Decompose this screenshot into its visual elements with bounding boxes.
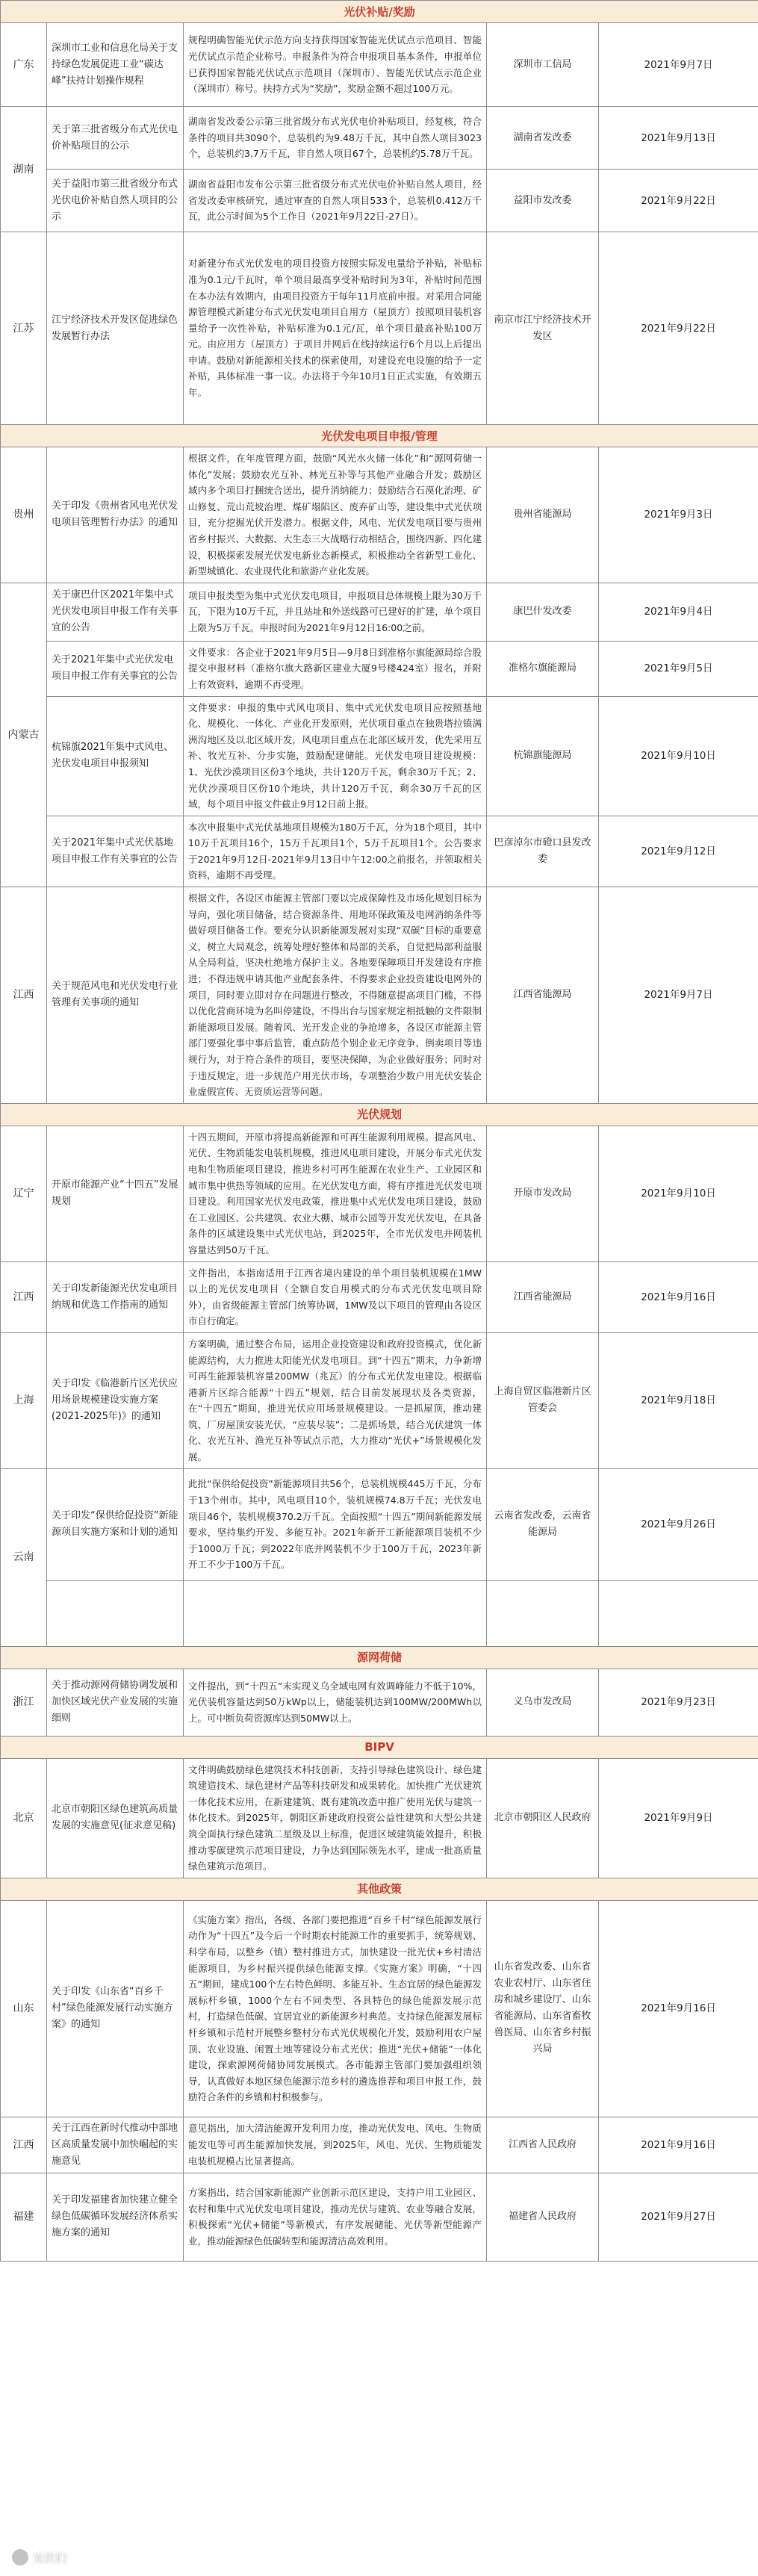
province-cell: 辽宁 <box>1 1126 47 1261</box>
policy-row <box>1 583 758 641</box>
publisher-cell <box>487 1580 599 1646</box>
policy-title-cell: 关于印发《临港新片区光伏应用场景规模建设实施方案(2021-2025年)》的通知 <box>47 1332 184 1468</box>
publisher-cell: 江西省能源局 <box>487 887 599 1104</box>
province-cell: 贵州 <box>1 447 47 583</box>
policy-summary-cell: 本次申报集中式光伏基地项目规模为180万千瓦，分为18个项目，其中10万千瓦项目16个，15万千瓦项目1个，5万千瓦项目1个。公告要求于2021年9月12日-2021年9月13日中午12:00之前报名，并领取相关资料，逾期不再受理。 <box>184 816 487 887</box>
watermark <box>12 2549 66 2566</box>
policy-title-cell: 关于益阳市第三批省级分布式光伏电价补贴自然人项目的公示 <box>47 170 184 232</box>
policy-summary-cell: 文件明确鼓励绿色建筑技术科技创新，支持引导绿色建筑设计、绿色建筑建造技术、绿色建材产品等科技研发和成果转化。加快推广光伏建筑一体化技术应用，在新建建筑、既有建筑改造中推广使用光伏与建筑一体化技术。到2025年，朝阳区新建政府投资公益性建筑和大型公共建筑全面执行绿色建筑二星级及以上标准，促进区域建筑能效提升，积极推动零碳建筑示范项目建设，力争达到国际领先水平，建成一批高质量绿色建筑示范项目。 <box>184 1758 487 1878</box>
section-header <box>1 1646 758 1669</box>
policy-title-cell: 北京市朝阳区绿色建筑高质量发展的实施意见(征求意见稿) <box>47 1758 184 1878</box>
date-cell: 2021年9月12日 <box>599 816 758 887</box>
publisher-cell: 福建省人民政府 <box>487 2173 599 2261</box>
section-header <box>1 1 758 23</box>
policy-summary-cell: 此批“保供给促投资”新能源项目共56个，总装机规模445万千瓦，分布于13个州市。其中，风电项目10个，装机规模74.8万千瓦；光伏发电项目46个，装机规模370.2万千瓦。全面按照“十四五”期间新能源发展要求，坚持集约开发、多能互补。2021年新开工新能源项目装机不少于1000万千瓦；到2022年底并网装机不少于100万千瓦，2023年新开工不少于100万千瓦。 <box>184 1468 487 1580</box>
policy-summary-cell: 文件要求：各企业于2021年9月5日—9月8日到准格尔旗能源局综合股提交申报材料（准格尔旗大路新区建业大厦9号楼424室）报名，并附上有效资料，逾期不再受理。 <box>184 641 487 696</box>
publisher-cell: 湖南省发改委 <box>487 107 599 170</box>
policy-row <box>1 816 758 887</box>
publisher-cell: 江西省能源局 <box>487 1261 599 1332</box>
date-cell: 2021年9月26日 <box>599 1468 758 1580</box>
date-cell: 2021年9月16日 <box>599 2117 758 2173</box>
policy-summary-cell: 《实施方案》指出，各级、各部门要把推进“百乡千村”绿色能源发展行动作为“十四五”及今后一个时期农村能源工作的重要抓手，统筹规划、科学布局，以整乡（镇）整村推进方式，加快建设一批光伏+乡村清洁能源项目，为乡村振兴提供绿色能源支撑。《实施方案》明确，“十四五”期间，建成100个左右特色鲜明、多能互补、生态宜居的绿色能源发展标杆乡镇，1000个左右不同类型、各具特色的绿色能源发展示范村，打造绿色低碳、宜居宜业的新能源乡村典范。支持绿色能源发展标杆乡镇和示范村开展整乡整村分布式光伏规模化开发，鼓励利用农户屋顶、农业设施、闲置土地等建设分布式光伏；推进“光伏+储能”一体化建设，探索源网荷储协同发展模式。各市能源主管部门要加强组织领导，认真做好本地区绿色能源示范乡村的遴选推荐和项目申报工作，鼓励符合条件的乡镇和村积极参与。 <box>184 1900 487 2117</box>
policy-summary-cell <box>184 1580 487 1646</box>
province-cell: 江西 <box>1 887 47 1104</box>
publisher-cell: 益阳市发改委 <box>487 170 599 232</box>
policy-row <box>1 2173 758 2261</box>
date-cell: 2021年9月16日 <box>599 1900 758 2117</box>
policy-row <box>1 1580 758 1646</box>
date-cell: 2021年9月22日 <box>599 232 758 425</box>
policy-title-cell: 关于康巴什区2021年集中式光伏发电项目申报工作有关事宜的公告 <box>47 583 184 641</box>
watermark-logo-icon <box>12 2549 28 2566</box>
policy-summary-cell: 文件指出，本指南适用于江西省境内建设的单个项目装机规模在1MW以上的光伏发电项目（全额自发自用模式的分布式光伏发电项目除外），由省级能源主管部门统筹协调，1MW及以下项目的管理由各设区市自行确定。 <box>184 1261 487 1332</box>
policy-summary-cell: 十四五期间，开原市将提高新能源和可再生能源利用规模。提高风电、光伏、生物质能发电装机规模，推进风电项目建设，开展分布式光伏发电和生物质能项目建设，推进乡村可再生能源在农业生产、工业园区和城市集中供热等领域的应用。在光伏发电方面，将有序推进光伏发电项目建设。利用国家光伏发电政策，推进集中式光伏发电项目建设，鼓励在工业园区、公共建筑、农业大棚、城市公园等开发光伏发电，在具备条件的区域建设集中式光伏电站，到2025年，全市光伏发电并网装机容量达到50万千瓦。 <box>184 1126 487 1261</box>
publisher-cell: 江西省人民政府 <box>487 2117 599 2173</box>
policy-title-cell: 关于2021年集中式光伏基地项目申报工作有关事宜的公告 <box>47 816 184 887</box>
publisher-cell: 康巴什发改委 <box>487 583 599 641</box>
policy-summary-cell: 项目申报类型为集中式光伏发电项目，申报项目总体规模上限为30万千瓦，下限为10万千瓦，并且站址和外送线路可已建好的扩建，单个项目上限为5万千瓦。申报时间为2021年9月12日16:00之前。 <box>184 583 487 641</box>
section-title: 光伏规划 <box>1 1103 758 1126</box>
date-cell: 2021年9月23日 <box>599 1669 758 1736</box>
policy-summary-cell: 文件提出，到“十四五”末实现义乌全域电网有效调峰能力不低于10%，光伏装机容量达到50万kWp以上，储能装机达到100MW/200MWh以上。可中断负荷资源库达到50MW以上。 <box>184 1669 487 1736</box>
policy-title-cell: 江宁经济技术开发区促进绿色发展暂行办法 <box>47 232 184 425</box>
policy-title-cell: 关于江西在新时代推动中部地区高质量发展中加快崛起的实施意见 <box>47 2117 184 2173</box>
section-title: 光伏发电项目申报/管理 <box>1 425 758 447</box>
policy-title-cell: 关于印发《贵州省风电光伏发电项目管理暂行办法》的通知 <box>47 447 184 583</box>
policy-row <box>1 447 758 583</box>
policy-summary-cell: 根据文件，在年度管理方面，鼓励“风光水火储一体化”和“源网荷储一体化”发展；鼓励农光互补、林光互补等与其他产业融合开发；鼓励区域内多个项目打捆统合送出，提升消纳能力；鼓励结合石漠化治理、矿山修复、荒山荒坡治理、煤矿塌陷区、废弃矿山等，建设集中式光伏项目，充分挖掘光伏开发潜力。根据文件，风电、光伏发电项目要与贵州省乡村振兴、大数据、大生态三大战略行动相结合，围绕四新、四化建设，积极探索发展光伏发电新业态新模式，积极推动全省新型工业化、新型城镇化、农业现代化和旅游产业化发展。 <box>184 447 487 583</box>
province-cell: 广东 <box>1 23 47 107</box>
publisher-cell: 义乌市发改局 <box>487 1669 599 1736</box>
section-header <box>1 1878 758 1900</box>
policy-row <box>1 696 758 816</box>
province-cell: 内蒙古 <box>1 583 47 887</box>
province-cell: 山东 <box>1 1900 47 2117</box>
policy-title-cell: 关于印发福建省加快建立健全绿色低碳循环发展经济体系实施方案的通知 <box>47 2173 184 2261</box>
date-cell: 2021年9月5日 <box>599 641 758 696</box>
publisher-cell: 贵州省能源局 <box>487 447 599 583</box>
policy-title-cell: 关于印发“保供给促投资”新能源项目实施方案和计划的通知 <box>47 1468 184 1580</box>
date-cell: 2021年9月4日 <box>599 583 758 641</box>
policy-summary-cell: 湖南省益阳市发布公示第三批省级分布式光伏电价补贴自然人项目，经省发改委审核研究，通过审查的自然人项目533个，总装机0.412万千瓦，此公示时间为5个工作日（2021年9月22日-27日）。 <box>184 170 487 232</box>
section-header <box>1 1736 758 1758</box>
policy-title-cell: 关于印发《山东省“百乡千村”绿色能源发展行动实施方案》的通知 <box>47 1900 184 2117</box>
policy-row <box>1 107 758 170</box>
policy-summary-cell: 意见指出，加大清洁能源开发利用力度，推动光伏发电、风电、生物质能发电等可再生能源加快发展，到2025年，风电、光伏、生物质能发电装机规模占比显著提高。 <box>184 2117 487 2173</box>
province-cell: 上海 <box>1 1332 47 1468</box>
policy-row <box>1 1758 758 1878</box>
policy-summary-cell: 对新建分布式光伏发电的项目投资方按照实际发电量给予补贴，补贴标准为0.1元/千瓦时，单个项目最高享受补贴时间为3年，补贴时间范围在本办法有效期内，由项目投资方于每年11月底前申报。对采用合同能源管理模式新建分布式光伏发电项目自用方（屋顶方）按照项目装机容量给予一次性补贴，补贴标准为0.1元/瓦，单个项目最高补贴100万元。由应用方（屋顶方）于项目并网后在线持续运行6个月以上后提出申请。鼓励对新能源相关技术的探索使用，对建设充电设施的给予一定补贴，具体标准一事一议。办法将于今年10月1日正式实施，有效期五年。 <box>184 232 487 425</box>
publisher-cell: 杭锦旗能源局 <box>487 696 599 816</box>
section-header <box>1 425 758 447</box>
publisher-cell: 山东省发改委、山东省农业农村厅、山东省住房和城乡建设厅、山东省能源局、山东省畜牧兽医局、山东省乡村振兴局 <box>487 1900 599 2117</box>
policy-row <box>1 641 758 696</box>
policy-summary-cell: 方案明确，通过整合布局，运用企业投资建设和政府投资模式，优化新能源结构，大力推进太阳能光伏发电项目。到“十四五”期末，力争新增可再生能源装机容量200MW（兆瓦）的分布式光伏发电建设。根据临港新片区综合能源“十四五”规划，结合目前发展现状及各类资源，在“十四五”期间，推进光伏应用场景规模建设。一是抓屋顶，推动建筑、厂房屋顶安装光伏，“应装尽装”；二是抓场景，结合光伏建筑一体化、农光互补、渔光互补等试点示范，大力推动“光伏+”场景规模化发展。 <box>184 1332 487 1468</box>
province-cell: 湖南 <box>1 107 47 232</box>
policy-title-cell: 杭锦旗2021年集中式风电、光伏发电项目申报须知 <box>47 696 184 816</box>
province-cell: 江苏 <box>1 232 47 425</box>
policy-row <box>1 887 758 1104</box>
date-cell <box>599 1580 758 1646</box>
policy-row <box>1 1468 758 1580</box>
province-cell: 江西 <box>1 1261 47 1332</box>
publisher-cell: 云南省发改委，云南省能源局 <box>487 1468 599 1580</box>
province-cell: 福建 <box>1 2173 47 2261</box>
policy-summary-cell: 根据文件，各设区市能源主管部门要以完成保障性及市场化规划目标为导向，强化项目储备，结合资源条件、用地环保政策及电网消纳条件等做好项目储备工作。要充分认识新能源发展对实现“双碳”目标的重要意义，树立大局观念，统筹处理好整体和局部的关系，自觉把局部利益服从全局利益，坚决杜绝地方保护主义。各地要保障项目开发建设有序推进；不得违规申请其他产业配套条件、不得要求企业投资建设电网外的项目，同时要立即对存在问题进行整改，不得随意提高项目门槛，不得以优化营商环境为名叫停建设，不得出台与国家规定相抵触的文件限制新能源项目发展。随着风、光开发企业的争抢增多，各设区市能源主管部门要强化事中事后监管，重点防范个别企业无序竞争、倒卖项目等违规行为，对于符合条件的项目，要坚决保障，为企业做好服务；同时对于违反规定，进一步规范户用光伏市场，专项整治少数户用光伏安装企业虚假宣传、无资质运营等问题。 <box>184 887 487 1104</box>
province-cell: 云南 <box>1 1468 47 1646</box>
publisher-cell: 上海自贸区临港新片区管委会 <box>487 1332 599 1468</box>
policy-row <box>1 1669 758 1736</box>
province-cell: 江西 <box>1 2117 47 2173</box>
province-cell: 浙江 <box>1 1669 47 1736</box>
date-cell: 2021年9月10日 <box>599 696 758 816</box>
policy-title-cell: 关于推动源网荷储协调发展和加快区域光伏产业发展的实施细则 <box>47 1669 184 1736</box>
publisher-cell: 开原市发改局 <box>487 1126 599 1261</box>
section-title: BIPV <box>1 1736 758 1758</box>
date-cell: 2021年9月10日 <box>599 1126 758 1261</box>
date-cell: 2021年9月18日 <box>599 1332 758 1468</box>
policy-title-cell: 关于第三批省级分布式光伏电价补贴项目的公示 <box>47 107 184 170</box>
policy-row <box>1 1261 758 1332</box>
date-cell: 2021年9月22日 <box>599 170 758 232</box>
date-cell: 2021年9月9日 <box>599 1758 758 1878</box>
publisher-cell: 北京市朝阳区人民政府 <box>487 1758 599 1878</box>
policy-title-cell: 关于2021年集中式光伏发电项目申报工作有关事宜的公告 <box>47 641 184 696</box>
watermark-text: 光伏们 <box>33 2551 67 2565</box>
policy-summary-cell: 规程明确智能光伏示范方向支持获得国家智能光伏试点示范项目、智能光伏试点示范企业称号。申报条件为符合申报项目基本条件，申报单位已获得国家智能光伏试点示范项目（深圳市）、智能光伏试点示范企业（深圳市）称号。扶持方式为“奖励”，奖励金额不超过100万元。 <box>184 23 487 107</box>
policy-title-cell: 开原市能源产业“十四五”发展规划 <box>47 1126 184 1261</box>
publisher-cell: 巴彦淖尔市磴口县发改委 <box>487 816 599 887</box>
policy-title-cell <box>47 1580 184 1646</box>
policy-row <box>1 2117 758 2173</box>
province-cell: 北京 <box>1 1758 47 1878</box>
policy-title-cell: 关于规范风电和光伏发电行业管理有关事项的通知 <box>47 887 184 1104</box>
section-title: 其他政策 <box>1 1878 758 1900</box>
date-cell: 2021年9月27日 <box>599 2173 758 2261</box>
publisher-cell: 深圳市工信局 <box>487 23 599 107</box>
publisher-cell: 准格尔旗能源局 <box>487 641 599 696</box>
section-title: 源网荷储 <box>1 1646 758 1669</box>
date-cell: 2021年9月7日 <box>599 887 758 1104</box>
policy-summary-cell: 文件要求：申报的集中式风电项目、集中式光伏发电项目应按照基地化、规模化、一体化、产业化开发原则，光伏项目重点在独贵塔拉镇满洲沟地区及以北区域开发，风电项目重点在北部区域开发，优先采用互补、牧光互补、分步实施，鼓励配建储能。光伏发电项目建设规模：1、光伏沙漠项目区份3个地块，共计120万千瓦，剩余30万千瓦；2、光伏沙漠项目区份10个地块，共计120万千瓦，剩余30万千瓦的区域，每个项目申报文件截止9月12日前上报。 <box>184 696 487 816</box>
date-cell: 2021年9月3日 <box>599 447 758 583</box>
policy-row <box>1 1126 758 1261</box>
policy-row <box>1 232 758 425</box>
date-cell: 2021年9月16日 <box>599 1261 758 1332</box>
policy-row <box>1 1900 758 2117</box>
policy-row <box>1 23 758 107</box>
date-cell: 2021年9月7日 <box>599 23 758 107</box>
policy-summary-cell: 方案指出，结合国家新能源产业创新示范区建设，支持户用工业园区、农村和集中式光伏发电项目建设，推动光伏与建筑、农业等融合发展，积极探索“光伏+储能”等新模式，有序发展储能、光伏等新型能源产业，推动能源绿色低碳转型和能源清洁高效利用。 <box>184 2173 487 2261</box>
publisher-cell: 南京市江宁经济技术开发区 <box>487 232 599 425</box>
policy-row <box>1 1332 758 1468</box>
policy-row <box>1 170 758 232</box>
policy-summary-cell: 湖南省发改委公示第三批省级分布式光伏电价补贴项目，经复核，符合条件的项目共3090个，总装机约为9.48万千瓦，其中自然人项目3023个，总装机约3.7万千瓦，非自然人项目67个，总装机约5.78万千瓦。 <box>184 107 487 170</box>
section-header <box>1 1103 758 1126</box>
section-title: 光伏补贴/奖励 <box>1 1 758 23</box>
date-cell: 2021年9月13日 <box>599 107 758 170</box>
policy-title-cell: 关于印发新能源光伏发电项目纳规和优选工作指南的通知 <box>47 1261 184 1332</box>
policy-title-cell: 深圳市工业和信息化局关于支持绿色发展促进工业“碳达峰”扶持计划操作规程 <box>47 23 184 107</box>
policy-table-body <box>1 1 758 2262</box>
